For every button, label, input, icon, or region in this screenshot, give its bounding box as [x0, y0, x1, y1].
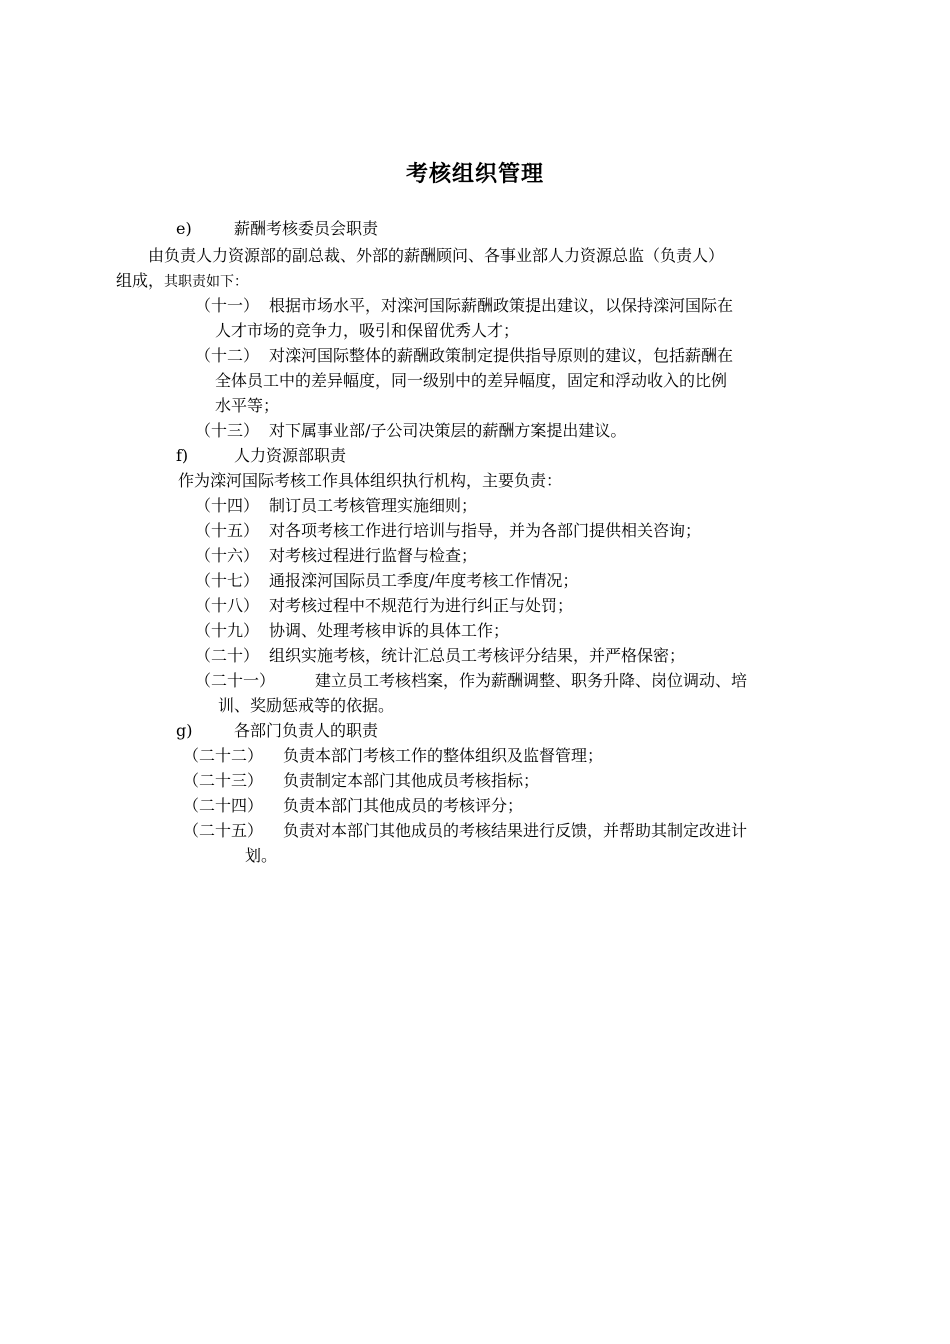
item-text: 划。	[245, 846, 278, 865]
item-text: 负责对本部门其他成员的考核结果进行反馈，并帮助其制定改进计	[283, 821, 748, 840]
item-number: （二十二）	[183, 746, 264, 765]
item-text: 负责制定本部门其他成员考核指标；	[283, 771, 540, 790]
list-item	[195, 495, 477, 517]
item-number: （十六）	[195, 546, 260, 565]
item-number: （二十四）	[183, 796, 264, 815]
section-heading-text: 各部门负责人的职责	[234, 721, 379, 740]
section-marker: e)	[176, 219, 192, 238]
section-marker: g)	[176, 721, 193, 740]
item-number: （二十一）	[195, 671, 276, 690]
item-text: 对考核过程中不规范行为进行纠正与处罚；	[269, 596, 574, 615]
item-text: 组织实施考核，统计汇总员工考核评分结果，并严格保密；	[269, 646, 686, 665]
page-title: 考核组织管理	[405, 162, 544, 187]
list-item	[195, 620, 509, 642]
section-f-intro: 作为滦河国际考核工作具体组织执行机构，主要负责：	[178, 471, 563, 490]
section-f-heading	[176, 445, 346, 467]
item-text: 协调、处理考核申诉的具体工作；	[269, 621, 510, 640]
section-e-intro-line-2: 组成，其职责如下：	[116, 271, 249, 290]
item-text: 对考核过程进行监督与检查；	[269, 546, 478, 565]
item-number: （十三）	[195, 421, 260, 440]
list-item	[183, 745, 603, 767]
list-item	[195, 520, 701, 542]
item-number: （十一）	[195, 296, 260, 315]
item-number: （二十三）	[183, 771, 264, 790]
item-number: （十五）	[195, 521, 260, 540]
section-heading-text: 薪酬考核委员会职责	[234, 219, 379, 238]
list-item	[195, 645, 685, 667]
section-marker: f)	[176, 446, 189, 465]
item-text: 通报滦河国际员工季度/年度考核工作情况；	[269, 571, 579, 590]
item-text: 对下属事业部/子公司决策层的薪酬方案提出建议。	[269, 421, 627, 440]
item-text: 根据市场水平，对滦河国际薪酬政策提出建议，以保持滦河国际在	[269, 296, 734, 315]
item-text: 制订员工考核管理实施细则；	[269, 496, 478, 515]
list-item	[195, 595, 573, 617]
item-text: 水平等；	[215, 396, 280, 415]
section-heading-text: 人力资源部职责	[234, 446, 347, 465]
item-text: 建立员工考核档案，作为薪酬调整、职务升降、岗位调动、培	[315, 671, 748, 690]
section-e-intro-line-1: 由负责人力资源部的副总裁、外部的薪酬顾问、各事业部人力资源总监（负责人）	[148, 246, 725, 265]
item-text: 负责本部门其他成员的考核评分；	[283, 796, 524, 815]
item-text: 负责本部门考核工作的整体组织及监督管理；	[283, 746, 604, 765]
list-item	[195, 545, 477, 567]
list-item	[183, 770, 539, 792]
item-text: 全体员工中的差异幅度，同一级别中的差异幅度，固定和浮动收入的比例	[215, 371, 728, 390]
item-number: （十二）	[195, 346, 260, 365]
item-number: （二十）	[195, 646, 260, 665]
item-text: 对各项考核工作进行培训与指导，并为各部门提供相关咨询；	[269, 521, 702, 540]
section-g-heading	[176, 720, 378, 742]
item-number: （十八）	[195, 596, 260, 615]
item-text: 对滦河国际整体的薪酬政策制定提供指导原则的建议，包括薪酬在	[269, 346, 734, 365]
item-text: 人才市场的竞争力，吸引和保留优秀人才；	[215, 321, 520, 340]
item-number: （十七）	[195, 571, 260, 590]
section-e-heading	[176, 218, 378, 240]
item-number: （十九）	[195, 621, 260, 640]
item-text: 训、奖励惩戒等的依据。	[218, 696, 395, 715]
list-item	[195, 570, 578, 592]
list-item	[183, 795, 523, 817]
item-number: （十四）	[195, 496, 260, 515]
item-number: （二十五）	[183, 821, 264, 840]
